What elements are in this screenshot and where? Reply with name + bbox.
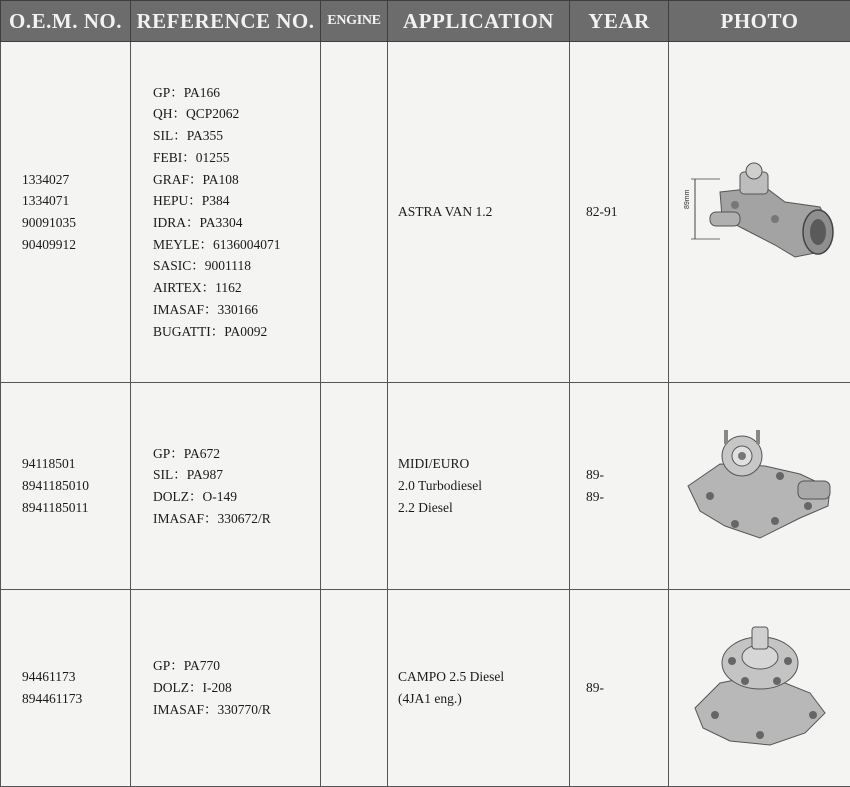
application-text: (4JA1 eng.)	[398, 688, 569, 710]
year-cell	[570, 590, 669, 787]
year-text: 89-	[586, 677, 668, 699]
reference-number: QH：QCP2062	[153, 103, 320, 125]
reference-number: FEBI：01255	[153, 147, 320, 169]
reference-number: GP：PA770	[153, 655, 320, 677]
application-text: 2.0 Turbodiesel	[398, 475, 569, 497]
application-text: CAMPO 2.5 Diesel	[398, 666, 569, 688]
oem-number: 1334071	[22, 190, 130, 212]
header-engine: ENGINE	[321, 1, 388, 42]
reference-number: SIL：PA987	[153, 464, 320, 486]
application-cell	[388, 383, 570, 590]
water-pump-campo-image	[685, 623, 835, 753]
oem-cell	[1, 42, 131, 383]
reference-number: IMASAF：330166	[153, 299, 320, 321]
header-year: YEAR	[570, 1, 669, 42]
year-cell	[570, 42, 669, 383]
reference-number: AIRTEX：1162	[153, 277, 320, 299]
oem-number: 894461173	[22, 688, 130, 710]
application-text: 2.2 Diesel	[398, 497, 569, 519]
reference-number: MEYLE：6136004071	[153, 234, 320, 256]
reference-number: GRAF：PA108	[153, 169, 320, 191]
year-cell	[570, 383, 669, 590]
engine-cell	[321, 590, 388, 787]
table-row	[1, 42, 850, 383]
application-text: MIDI/EURO	[398, 453, 569, 475]
oem-cell	[1, 383, 131, 590]
oem-number: 8941185011	[22, 497, 130, 519]
reference-number: GP：PA166	[153, 82, 320, 104]
header-row	[1, 1, 850, 42]
application-cell	[388, 42, 570, 383]
reference-number: IMASAF：330672/R	[153, 508, 320, 530]
reference-number: HEPU：P384	[153, 190, 320, 212]
reference-number: SASIC：9001118	[153, 255, 320, 277]
reference-cell	[131, 42, 321, 383]
header-photo: PHOTO	[669, 1, 850, 42]
water-pump-astra-image	[680, 157, 840, 267]
application-text: ASTRA VAN 1.2	[398, 201, 569, 223]
reference-cell	[131, 383, 321, 590]
reference-number: DOLZ：O-149	[153, 486, 320, 508]
year-text: 89-	[586, 486, 668, 508]
year-text: 82-91	[586, 201, 668, 223]
dimension-label: 89mm	[684, 189, 691, 209]
oem-number: 90409912	[22, 234, 130, 256]
photo-cell	[669, 590, 850, 787]
reference-number: GP：PA672	[153, 443, 320, 465]
header-application: APPLICATION	[388, 1, 570, 42]
photo-cell	[669, 42, 850, 383]
header-reference: REFERENCE NO.	[131, 1, 321, 42]
oem-cell	[1, 590, 131, 787]
water-pump-midi-image	[680, 426, 840, 546]
oem-number: 1334027	[22, 169, 130, 191]
reference-number: BUGATTI：PA0092	[153, 321, 320, 343]
oem-number: 94118501	[22, 453, 130, 475]
engine-cell	[321, 383, 388, 590]
reference-number: IMASAF：330770/R	[153, 699, 320, 721]
reference-number: DOLZ：I-208	[153, 677, 320, 699]
engine-cell	[321, 42, 388, 383]
table-row	[1, 590, 850, 787]
application-cell	[388, 590, 570, 787]
oem-number: 8941185010	[22, 475, 130, 497]
oem-number: 94461173	[22, 666, 130, 688]
year-text: 89-	[586, 464, 668, 486]
header-oem: O.E.M. NO.	[1, 1, 131, 42]
photo-cell	[669, 383, 850, 590]
reference-number: SIL：PA355	[153, 125, 320, 147]
reference-number: IDRA：PA3304	[153, 212, 320, 234]
reference-cell	[131, 590, 321, 787]
oem-number: 90091035	[22, 212, 130, 234]
table-row	[1, 383, 850, 590]
